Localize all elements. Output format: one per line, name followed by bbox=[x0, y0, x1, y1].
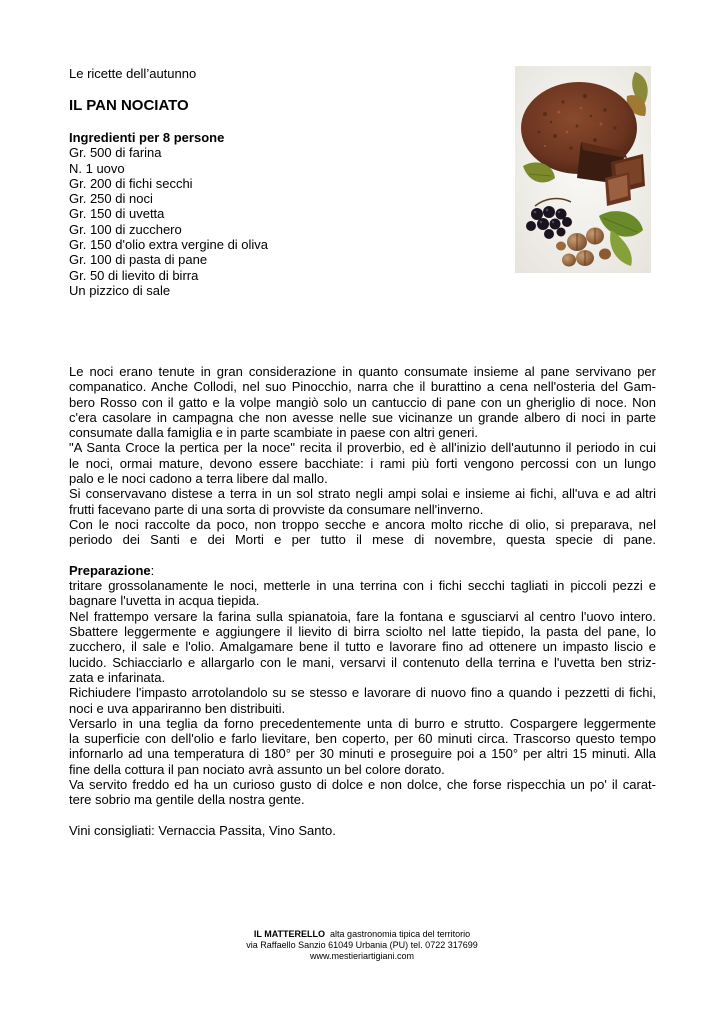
intro-line: "A Santa Croce la pertica per la noce" recita il proverbio, ed è all'inizio dell'autunno il periodo in cui bbox=[69, 440, 656, 456]
preparation-line: la superficie con dell'olio e farlo lievitare, ben coperto, per 60 minuti circa. Trascorso questo tempo bbox=[69, 731, 656, 747]
wine-suggestions: Vini consigliati: Vernaccia Passita, Vino Santo. bbox=[69, 822, 336, 838]
preparation-line: Nel frattempo versare la farina sulla spianatoia, fare la fontana e sgusciarvi al centro l'uovo intero. bbox=[69, 608, 656, 624]
preparation-line: lucido. Schiacciarlo e allargarlo con le mani, versarvi il contenuto della terrina e l'uvetta ben striz- bbox=[69, 654, 656, 670]
pan-nociato-photo bbox=[515, 66, 651, 273]
intro-line: periodo dei Santi e dei Morti e per tutto il mese di novembre, questa specie di pane. bbox=[69, 532, 656, 548]
page-footer bbox=[0, 929, 724, 962]
preparation-heading-line bbox=[69, 563, 656, 578]
ingredient-item: N. 1 uovo bbox=[69, 160, 125, 176]
ingredient-item: Gr. 150 di uvetta bbox=[69, 206, 165, 222]
preparation-line: infornarlo ad una temperatura di 180° per 30 minuti e proseguire poi a 150° per altri 15 minuti. Alla bbox=[69, 746, 656, 762]
ingredient-item: Gr. 100 di zucchero bbox=[69, 221, 182, 237]
ingredient-item: Un pizzico di sale bbox=[69, 282, 171, 298]
preparation-line: tere sobrio ma gentile della nostra gente. bbox=[69, 792, 305, 808]
intro-line: c'era casolare in campagna che non avesse nelle sue vicinanze un grande albero di noci in parte bbox=[69, 409, 656, 425]
ingredient-item: Gr. 250 di noci bbox=[69, 191, 153, 207]
preparation-heading-colon: : bbox=[150, 562, 155, 578]
preparation-line: Richiudere l'impasto arrotolandolo su se stesso e lavorare di nuovo fino a quando i pezzetti di fichi, bbox=[69, 685, 656, 701]
ingredient-item: Gr. 150 d'olio extra vergine di oliva bbox=[69, 237, 269, 253]
preparation-line: Va servito freddo ed ha un curioso gusto di dolce e non dolce, che forse rispecchia un po' il carat- bbox=[69, 777, 656, 793]
recipe-body bbox=[69, 364, 656, 838]
ingredient-item: Gr. 500 di farina bbox=[69, 145, 162, 161]
ingredients-list bbox=[69, 130, 268, 298]
preparation-line: bagnare l'uvetta in acqua tiepida. bbox=[69, 593, 260, 609]
intro-line: frutti facevano parte di una sorta di provviste da consumare nell'inverno. bbox=[69, 501, 484, 517]
footer-brand-line bbox=[0, 929, 724, 940]
ingredient-item: Gr. 200 di fichi secchi bbox=[69, 175, 193, 191]
intro-line: Le noci erano tenute in gran considerazione in quanto consumate insieme al pane servivano per bbox=[69, 364, 656, 379]
preparation-heading: Preparazione bbox=[69, 562, 151, 578]
preparation-line: fine della cottura il pan nociato avrà assunto un bel colore dorato. bbox=[69, 761, 445, 777]
recipe-title: IL PAN NOCIATO bbox=[69, 97, 189, 114]
intro-line: companatico. Anche Collodi, nel suo Pinocchio, narra che il burattino a cena nell'osteria del Gam- bbox=[69, 379, 656, 395]
footer-tagline: alta gastronomia tipica del territorio bbox=[325, 929, 471, 939]
preparation-line: zata e infarinata. bbox=[69, 669, 166, 685]
intro-line: consumate dalla famiglia e in parte scambiate in paese con altri generi. bbox=[69, 425, 479, 441]
ingredient-item: Gr. 50 di lievito di birra bbox=[69, 267, 199, 283]
ingredient-item: Gr. 100 di pasta di pane bbox=[69, 252, 208, 268]
preparation-line: tritare grossolanamente le noci, metterle in una terrina con i fichi secchi tagliati in piccoli pezzi e bbox=[69, 578, 656, 594]
intro-line: palo e le noci cadono a terra libere dal mallo. bbox=[69, 471, 328, 487]
intro-line: le noci, ormai mature, devono essere bacchiate: i rami più forti vengono percossi con un lungo bbox=[69, 455, 656, 471]
footer-website: www.mestieriartigiani.com bbox=[309, 951, 415, 961]
footer-brand: IL MATTERELLO bbox=[253, 929, 326, 939]
preparation-line: Sbattere leggermente e aggiungere il lievito di birra sciolto nel latte tiepido, la pasta del pane, lo bbox=[69, 624, 656, 640]
ingredients-heading: Ingredienti per 8 persone bbox=[69, 130, 225, 145]
intro-line: Con le noci raccolte da poco, non troppo secche e ancora molto ricche di olio, si preparava, nel bbox=[69, 516, 656, 532]
intro-line: Si conservavano distese a terra in un sol strato negli ampi solai e insieme ai fichi, all'uva e ad altri bbox=[69, 486, 656, 502]
preparation-line: Versarlo in una teglia da forno precedentemente unta di burro e strutto. Cospargere leggermente bbox=[69, 715, 656, 731]
preparation-line: noci e uva appariranno ben distribuiti. bbox=[69, 700, 286, 716]
intro-line: bero Rosso con il gatto e la volpe mangiò solo un cantuccio di pane con un gheriglio di noce. Non bbox=[69, 394, 656, 410]
preparation-line: zucchero, il sale e l'olio. Amalgamare bene il tutto e lavorare fino ad ottenere un impasto liscio e bbox=[69, 639, 656, 655]
series-heading: Le ricette dell’autunno bbox=[69, 66, 197, 81]
footer-address: via Raffaello Sanzio 61049 Urbania (PU) tel. 0722 317699 bbox=[246, 940, 478, 950]
